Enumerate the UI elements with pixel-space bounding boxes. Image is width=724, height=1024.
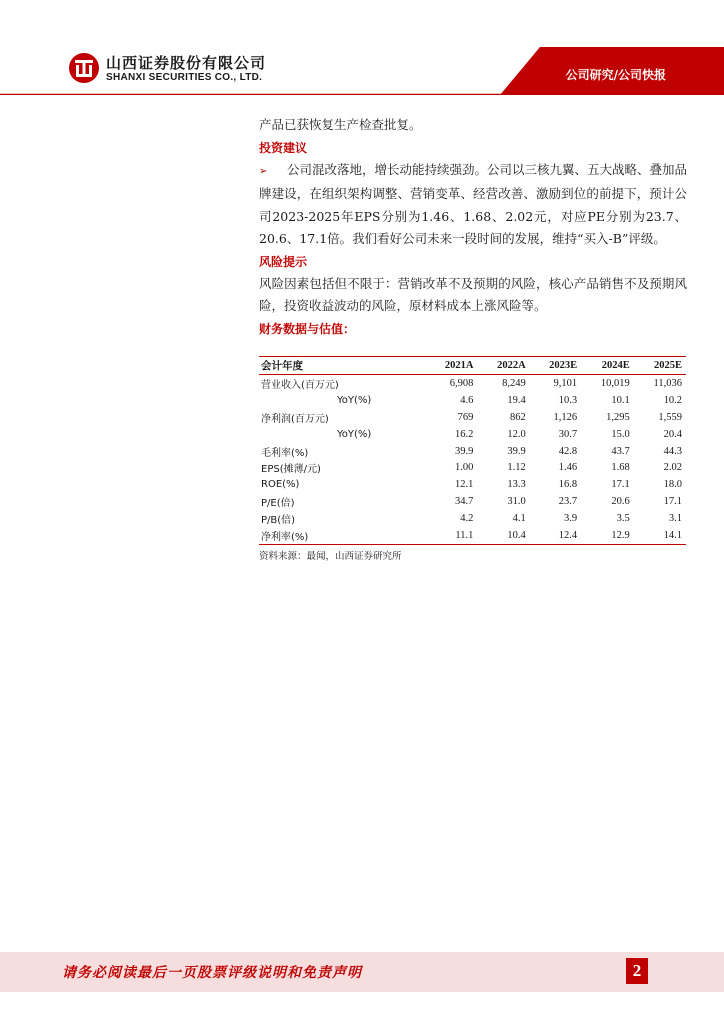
table-row — [259, 426, 686, 443]
table-row — [259, 493, 686, 510]
table-cell: 16.2 — [455, 428, 474, 440]
company-name-en: SHANXI SECURITIES CO., LTD. — [106, 72, 263, 83]
row-label: EPS(摊薄/元) — [261, 464, 321, 476]
table-row — [259, 476, 686, 493]
column-header: 2024E — [581, 357, 634, 375]
table-cell: 20.6 — [611, 496, 630, 508]
table-cell: 1.46 — [558, 462, 578, 474]
table-row — [259, 392, 686, 409]
table-row — [259, 527, 686, 544]
company-logo-icon — [68, 52, 100, 84]
table-cell: 10,019 — [600, 377, 630, 389]
table-row — [259, 409, 686, 426]
table-cell: 19.4 — [507, 394, 526, 406]
table-cell: 12.4 — [530, 527, 581, 544]
row-label: P/B(倍) — [261, 515, 296, 527]
table-cell: 12.1 — [455, 479, 474, 491]
table-cell: 1.12 — [507, 462, 526, 474]
report-body — [259, 114, 687, 340]
table-cell: 43.7 — [611, 445, 630, 457]
column-header: 2023E — [530, 357, 581, 375]
row-label: YoY(%) — [337, 428, 372, 440]
table-row — [259, 510, 686, 527]
column-header: 2021A — [425, 357, 477, 375]
risk-paragraph: 风险因素包括但不限于：营销改革不及预期的风险，核心产品销售不及预期风险，投资收益波动的风险，原材料成本上涨风险等。 — [259, 275, 687, 313]
table-cell: 18.0 — [663, 479, 682, 491]
table-cell: 10.3 — [558, 394, 578, 406]
table-cell: 1,295 — [606, 411, 630, 423]
report-type-label: 公司研究/公司快报 — [565, 68, 666, 82]
table-cell: 3.5 — [616, 513, 630, 525]
row-label: ROE(%) — [261, 479, 300, 491]
table-header-row — [259, 357, 686, 375]
table-cell: 769 — [457, 411, 474, 423]
table-cell: 14.1 — [634, 527, 686, 544]
table-cell: 17.1 — [611, 479, 630, 491]
table-cell: 15.0 — [611, 428, 630, 440]
table-cell: 6,908 — [449, 377, 474, 389]
risk-title: 风险提示 — [259, 254, 308, 269]
table-cell: 11.1 — [425, 527, 477, 544]
disclaimer-notice: 请务必阅读最后一页股票评级说明和免责声明 — [62, 965, 362, 981]
table-cell: 12.0 — [507, 428, 526, 440]
table-row — [259, 443, 686, 460]
table-cell: 10.2 — [663, 394, 682, 406]
table-cell: 31.0 — [507, 496, 526, 508]
invest-advice-title: 投资建议 — [259, 140, 308, 155]
column-header: 2022A — [477, 357, 529, 375]
table-cell: 10.4 — [477, 527, 529, 544]
table-cell: 42.8 — [558, 445, 578, 457]
table-cell: 1.00 — [455, 462, 474, 474]
table-cell: 11,036 — [653, 377, 682, 389]
arrow-right-icon: ➢ — [259, 165, 268, 177]
data-source-note: 资料来源：最闻，山西证券研究所 — [259, 551, 402, 562]
table-cell: 17.1 — [663, 496, 682, 508]
row-label: 营业收入(百万元) — [261, 379, 339, 391]
table-cell: 10.1 — [611, 394, 630, 406]
company-name-cn: 山西证券股份有限公司 — [106, 54, 267, 72]
invest-advice-paragraph — [259, 159, 687, 251]
table-cell: 4.1 — [512, 513, 526, 525]
row-label: 净利率(%) — [259, 527, 425, 544]
invest-advice-text: 公司混改落地，增长动能持续强劲。公司以三核九翼、五大战略、叠加品牌建设，在组织架构调整、营销变革、经营改善、激励到位的前提下，预计公司2023-2025年EPS分别为1.46、1.68、2.02元，对应PE分别为23.7、20.6、17.1倍。我们看好公司未来一段时间的发展，维持“买入-B”评级。 — [259, 161, 688, 246]
table-row — [259, 375, 686, 392]
table-cell: 44.3 — [663, 445, 682, 457]
column-header: 2025E — [634, 357, 686, 375]
column-header: 会计年度 — [259, 357, 425, 375]
table-cell: 39.9 — [455, 445, 474, 457]
table-row — [259, 459, 686, 476]
row-label: 毛利率(%) — [261, 447, 309, 459]
table-cell: 34.7 — [455, 496, 474, 508]
page-header — [0, 0, 724, 95]
table-cell: 1.68 — [611, 462, 630, 474]
table-cell: 12.9 — [581, 527, 634, 544]
table-cell: 3.9 — [564, 513, 578, 525]
financial-table — [259, 356, 686, 545]
table-cell: 2.02 — [663, 462, 682, 474]
table-cell: 39.9 — [507, 445, 526, 457]
table-cell: 13.3 — [507, 479, 526, 491]
table-cell: 30.7 — [558, 428, 578, 440]
table-cell: 23.7 — [558, 496, 578, 508]
table-cell: 4.6 — [460, 394, 474, 406]
row-label: YoY(%) — [337, 394, 372, 406]
row-label: 净利润(百万元) — [261, 413, 329, 425]
table-cell: 1,126 — [553, 411, 578, 423]
intro-line: 产品已获恢复生产检查批复。 — [259, 117, 422, 132]
financial-data-title: 财务数据与估值： — [259, 321, 356, 336]
table-cell: 3.1 — [668, 513, 682, 525]
table-cell: 9,101 — [553, 377, 578, 389]
table-cell: 8,249 — [502, 377, 526, 389]
table-cell: 16.8 — [558, 479, 578, 491]
table-cell: 862 — [509, 411, 526, 423]
row-label: P/E(倍) — [261, 498, 295, 510]
page-number: 2 — [626, 958, 648, 984]
table-cell: 1,559 — [658, 411, 682, 423]
table-cell: 4.2 — [460, 513, 474, 525]
table-cell: 20.4 — [663, 428, 682, 440]
